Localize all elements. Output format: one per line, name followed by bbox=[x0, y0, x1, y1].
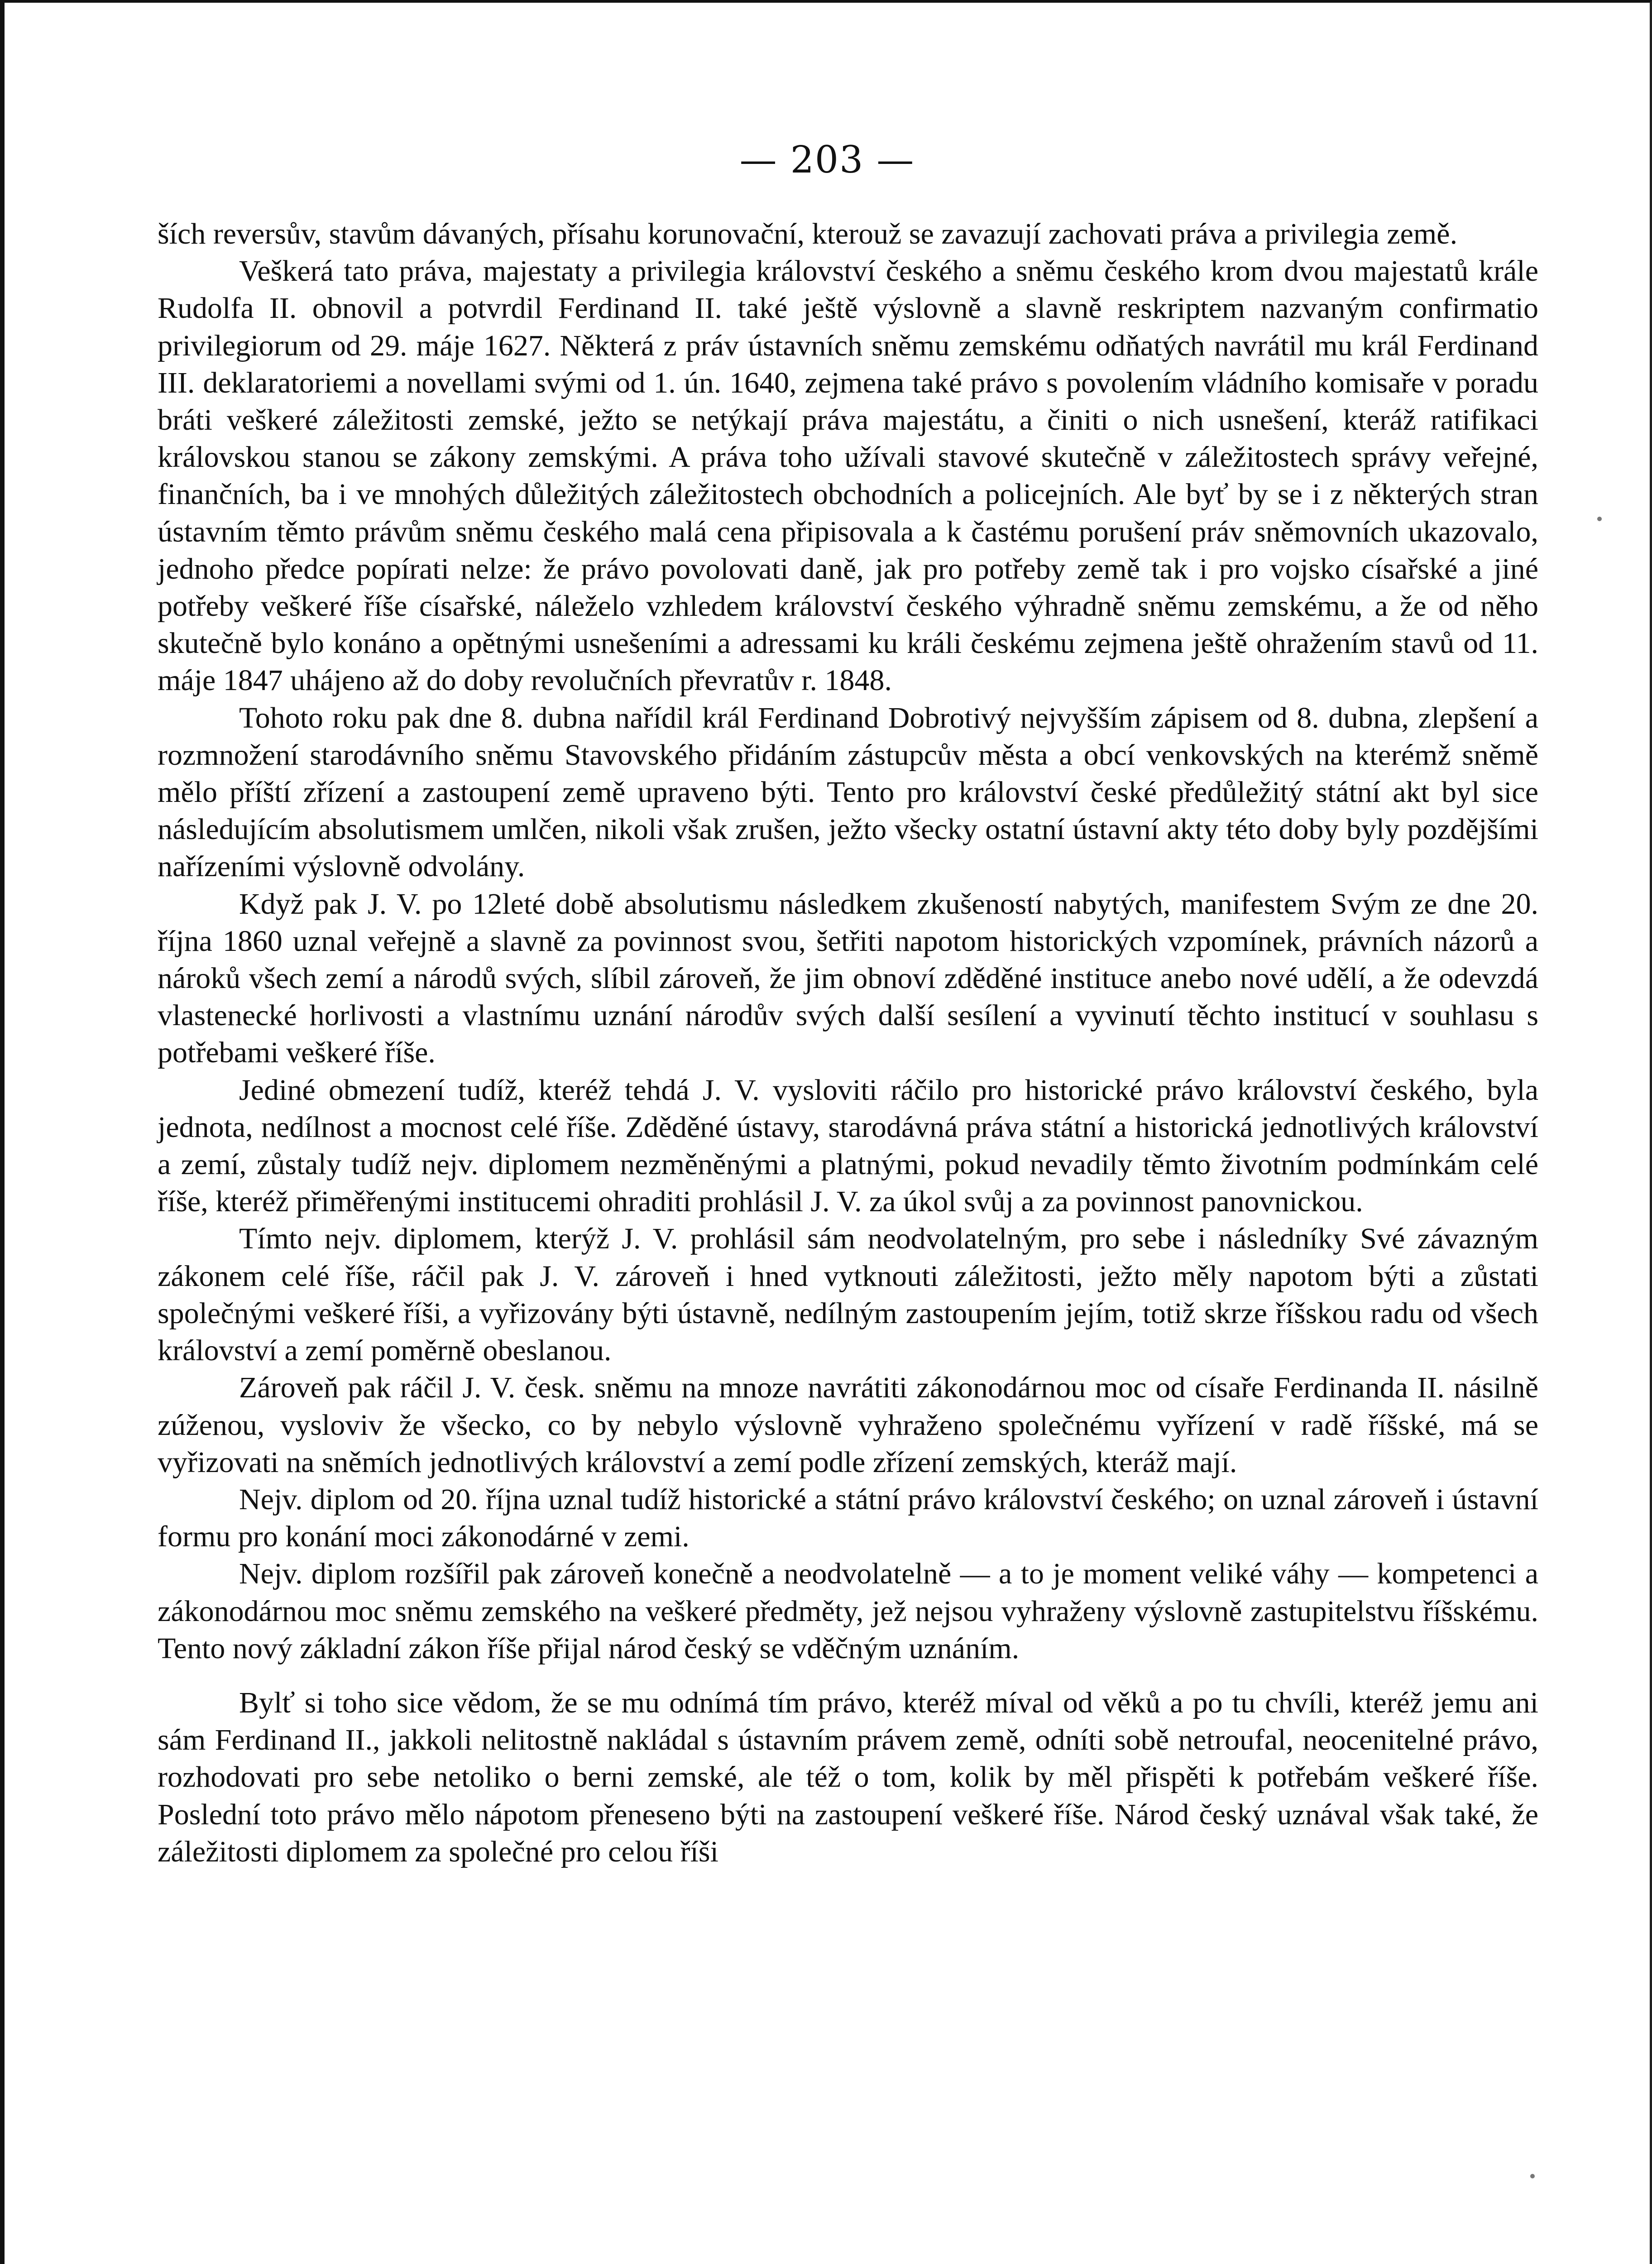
paragraph-4: Když pak J. V. po 12leté době absolutismu následkem zkušeností nabytých, manifestem Svým ze dne 20. října 1860 uznal veřejně a slavně za povinnost svou, šetřiti napotom historických vzpomínek, právních názorů a nároků všech zemí a národů svých, slíbil zároveň, že jim obnoví zděděné instituce anebo nové udělí, a že odevzdá vlastenecké horlivosti a vlastnímu uznání národův svých další sesílení a vyvinutí těchto institucí v souhlasu s potřebami veškeré říše. bbox=[158, 887, 1538, 1070]
body-text bbox=[158, 216, 1538, 1871]
paragraph-7: Zároveň pak ráčil J. V. česk. sněmu na mnoze navrátiti zákonodárnou moc od císaře Ferdinanda II. násilně zúženou, vysloviv že všecko, co by nebylo výslovně vyhraženo společnému vyřízení v radě říšské, má se vyřizovati na sněmích jednotlivých království a zemí podle zřízení zemských, kteráž mají. bbox=[158, 1371, 1538, 1479]
scan-speck bbox=[1530, 2174, 1535, 2178]
scan-speck bbox=[1597, 517, 1602, 521]
paragraph-3: Tohoto roku pak dne 8. dubna nařídil král Ferdinand Dobrotivý nejvyšším zápisem od 8. dubna, zlepšení a rozmnožení starodávního sněmu Stavovského přidáním zástupcův města a obcí venkovských na kterémž sněmě mělo příští zřízení a zastoupení země upraveno býti. Tento pro království české předůležitý státní akt byl sice následujícím absolutismem umlčen, nikoli však zrušen, ježto všecky ostatní ústavní akty této doby byly pozdějšími nařízeními výslovně odvolány. bbox=[158, 701, 1538, 883]
page-number: — 203 — bbox=[739, 139, 915, 182]
paragraph-6: Tímto nejv. diplomem, kterýž J. V. prohlásil sám neodvolatelným, pro sebe i následníky Své závazným zákonem celé říše, ráčil pak J. V. zároveň i hned vytknouti záležitosti, ježto měly napotom býti a zůstati společnými veškeré říši, a vyřizovány býti ústavně, nedílným zastoupením jejím, totiž skrze říšskou radu od všech království a zemí poměrně obeslanou. bbox=[158, 1222, 1538, 1367]
paragraph-2: Veškerá tato práva, majestaty a privilegia království českého a sněmu českého krom dvou majestatů krále Rudolfa II. obnovil a potvrdil Ferdinand II. také ještě výslovně a slavně reskriptem nazvaným confirmatio privilegiorum od 29. máje 1627. Některá z práv ústavních sněmu zemskému odňatých navrátil mu král Ferdinand III. deklaratoriemi a novellami svými od 1. ún. 1640, zejmena také právo s povolením vládního komisaře v poradu bráti veškeré záležitosti zemské, ježto se netýkají práva majestátu, a činiti o nich usnešení, kteráž ratifikaci královskou stanou se zákony zemskými. A práva toho užívali stavové skutečně v záležitostech správy veřejné, finančních, ba i ve mnohých důležitých záležitostech obchodních a policejních. Ale byť by se i z některých stran ústavním těmto právům sněmu českého malá cena připisovala a k častému porušení práv sněmovních ukazovalo, jednoho předce popírati nelze: že právo povolovati daně, jak pro potřeby země tak i pro vojsko císařské a jiné potřeby veškeré říše císařské, náleželo vzhledem království českého výhradně sněmu zemskému, a že od něho skutečně bylo konáno a opětnými usnešeními a adressami ku králi českému zejmena ještě ohražením stavů od 11. máje 1847 uhájeno až do doby revolučních převratův r. 1848. bbox=[158, 254, 1538, 697]
paragraph-8: Nejv. diplom od 20. října uznal tudíž historické a státní právo království českého; on uznal zároveň i ústavní formu pro konání moci zákonodárné v zemi. bbox=[158, 1482, 1538, 1554]
paragraph-1: ších reversův, stavům dávaných, přísahu korunovační, kterouž se zavazují zachovati práva a privilegia země. bbox=[158, 217, 1458, 250]
paragraph-5: Jediné obmezení tudíž, kteréž tehdá J. V. vysloviti ráčilo pro historické právo království českého, byla jednota, nedílnost a mocnost celé říše. Zděděné ústavy, starodávná práva státní a historická jednotlivých království a zemí, zůstaly tudíž nejv. diplomem nezměněnými a platnými, pokud nevadily těmto životním podmínkám celé říše, kteréž přiměřenými institucemi ohraditi prohlásil J. V. za úkol svůj a za povinnost panovnickou. bbox=[158, 1073, 1538, 1218]
paragraph-10: Bylť si toho sice vědom, že se mu odnímá tím právo, kteréž míval od věků a po tu chvíli, kteréž jemu ani sám Ferdinand II., jakkoli nelitostně nakládal s ústavním právem země, odníti sobě netroufal, neocenitelné právo, rozhodovati pro sebe netoliko o berni zemské, ale též o tom, kolik by měl přispěti k potřebám veškeré říše. Poslední toto právo mělo nápotom přeneseno býti na zastoupení veškeré říše. Národ český uznával však také, že záležitosti diplomem za společné pro celou říši bbox=[158, 1686, 1538, 1868]
paragraph-9: Nejv. diplom rozšířil pak zároveň konečně a neodvolatelně — a to je moment veliké váhy — kompetenci a zákonodárnou moc sněmu zemského na veškeré předměty, jež nejsou vyhraženy výslovně zastupitelstvu říšskému. Tento nový základní zákon říše přijal národ český se vděčným uznáním. bbox=[158, 1557, 1538, 1665]
